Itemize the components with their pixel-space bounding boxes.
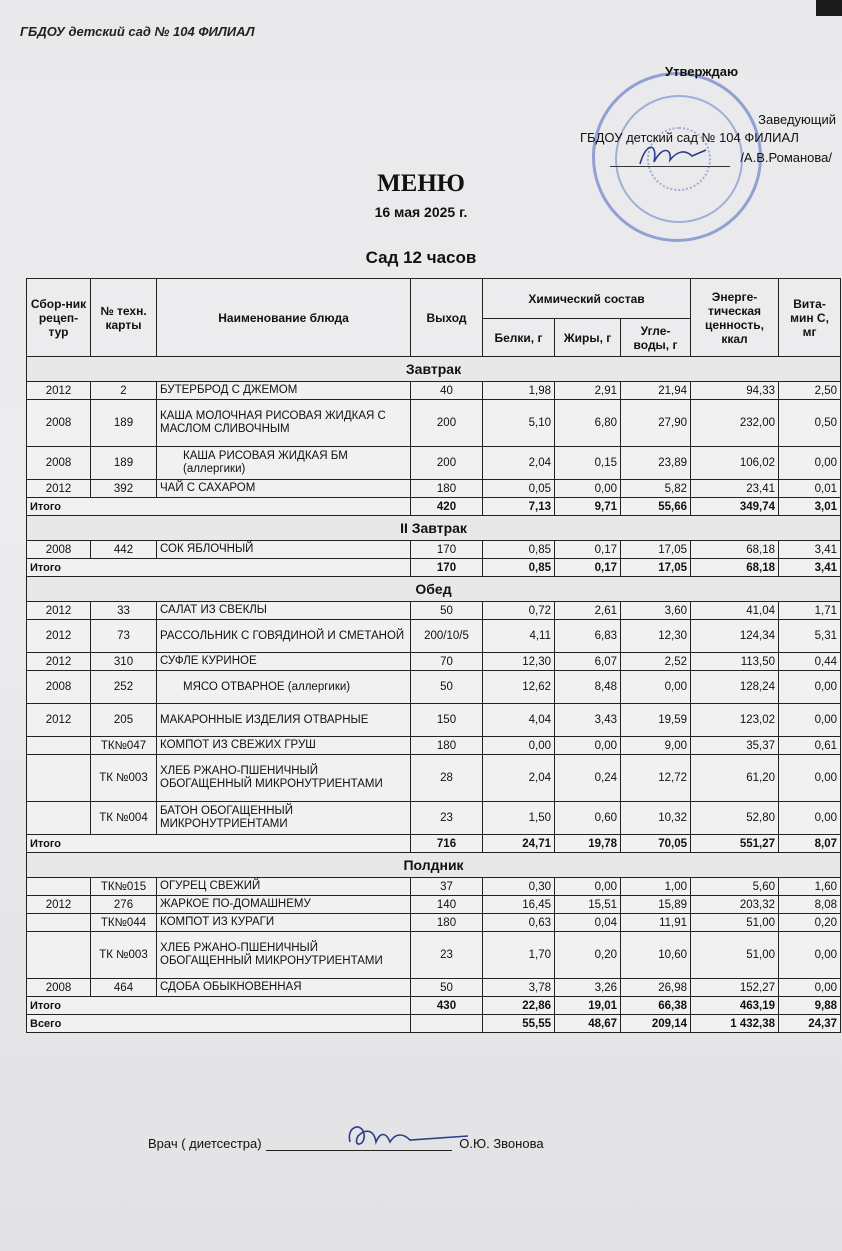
total-label: Итого xyxy=(27,997,411,1015)
protein-cell: 0,63 xyxy=(483,914,555,932)
table-row xyxy=(27,400,841,447)
protein-cell: 16,45 xyxy=(483,896,555,914)
dish-name-cell: МАКАРОННЫЕ ИЗДЕЛИЯ ОТВАРНЫЕ xyxy=(157,704,411,737)
collection-cell: 2008 xyxy=(27,541,91,559)
output-cell: 150 xyxy=(411,704,483,737)
output-cell: 200 xyxy=(411,400,483,447)
fat-cell: 6,83 xyxy=(555,620,621,653)
dish-name-cell: КОМПОТ ИЗ КУРАГИ xyxy=(157,914,411,932)
collection-cell: 2012 xyxy=(27,620,91,653)
vitamin-cell: 0,01 xyxy=(779,480,841,498)
vitamin-cell: 5,31 xyxy=(779,620,841,653)
protein-cell: 0,00 xyxy=(483,737,555,755)
section-title: Обед xyxy=(27,577,841,602)
carbs-cell: 12,30 xyxy=(621,620,691,653)
total-output xyxy=(411,1015,483,1033)
menu-table xyxy=(26,278,841,1033)
card-cell: 310 xyxy=(91,653,157,671)
protein-cell: 1,70 xyxy=(483,932,555,979)
table-row xyxy=(27,755,841,802)
table-row xyxy=(27,802,841,835)
protein-cell: 0,72 xyxy=(483,602,555,620)
card-cell: 189 xyxy=(91,447,157,480)
total-label: Итого xyxy=(27,498,411,516)
vitamin-cell: 0,00 xyxy=(779,979,841,997)
dish-name-cell: БУТЕРБРОД С ДЖЕМОМ xyxy=(157,382,411,400)
total-carbs: 70,05 xyxy=(621,835,691,853)
output-cell: 180 xyxy=(411,480,483,498)
output-cell: 170 xyxy=(411,541,483,559)
total-protein: 24,71 xyxy=(483,835,555,853)
dish-name-cell: САЛАТ ИЗ СВЕКЛЫ xyxy=(157,602,411,620)
energy-cell: 128,24 xyxy=(691,671,779,704)
collection-cell: 2012 xyxy=(27,653,91,671)
doctor-signature xyxy=(340,1118,480,1158)
collection-cell: 2008 xyxy=(27,671,91,704)
vitamin-cell: 0,00 xyxy=(779,704,841,737)
fat-cell: 0,04 xyxy=(555,914,621,932)
table-row xyxy=(27,541,841,559)
doctor-name: О.Ю. Звонова xyxy=(459,1136,544,1151)
total-energy: 551,27 xyxy=(691,835,779,853)
fat-cell: 0,60 xyxy=(555,802,621,835)
protein-cell: 2,04 xyxy=(483,755,555,802)
energy-cell: 35,37 xyxy=(691,737,779,755)
total-row xyxy=(27,835,841,853)
total-carbs: 55,66 xyxy=(621,498,691,516)
total-label: Итого xyxy=(27,835,411,853)
total-row xyxy=(27,498,841,516)
dish-name-cell: МЯСО ОТВАРНОЕ (аллергики) xyxy=(157,671,411,704)
energy-cell: 94,33 xyxy=(691,382,779,400)
menu-date: 16 мая 2025 г. xyxy=(374,204,468,220)
collection-cell: 2008 xyxy=(27,400,91,447)
total-label: Всего xyxy=(27,1015,411,1033)
total-carbs: 66,38 xyxy=(621,997,691,1015)
energy-cell: 203,32 xyxy=(691,896,779,914)
energy-cell: 124,34 xyxy=(691,620,779,653)
total-fat: 19,01 xyxy=(555,997,621,1015)
protein-cell: 0,30 xyxy=(483,878,555,896)
protein-cell: 4,11 xyxy=(483,620,555,653)
collection-cell xyxy=(27,802,91,835)
fat-cell: 0,00 xyxy=(555,737,621,755)
fat-cell: 0,20 xyxy=(555,932,621,979)
total-protein: 22,86 xyxy=(483,997,555,1015)
header-energy: Энерге-тическая ценность, ккал xyxy=(691,279,779,357)
photo-corner xyxy=(816,0,842,16)
total-energy: 68,18 xyxy=(691,559,779,577)
dish-name-cell: СУФЛЕ КУРИНОЕ xyxy=(157,653,411,671)
fat-cell: 6,80 xyxy=(555,400,621,447)
total-fat: 0,17 xyxy=(555,559,621,577)
table-row xyxy=(27,979,841,997)
table-row xyxy=(27,704,841,737)
fat-cell: 8,48 xyxy=(555,671,621,704)
fat-cell: 0,17 xyxy=(555,541,621,559)
collection-cell xyxy=(27,737,91,755)
energy-cell: 68,18 xyxy=(691,541,779,559)
energy-cell: 51,00 xyxy=(691,932,779,979)
section-title: Завтрак xyxy=(27,357,841,382)
total-energy: 463,19 xyxy=(691,997,779,1015)
vitamin-cell: 0,20 xyxy=(779,914,841,932)
output-cell: 50 xyxy=(411,979,483,997)
fat-cell: 0,00 xyxy=(555,480,621,498)
vitamin-cell: 0,50 xyxy=(779,400,841,447)
energy-cell: 152,27 xyxy=(691,979,779,997)
total-energy: 1 432,38 xyxy=(691,1015,779,1033)
doctor-label: Врач ( диетсестра) xyxy=(148,1136,262,1151)
header-card: № техн. карты xyxy=(91,279,157,357)
card-cell: 442 xyxy=(91,541,157,559)
carbs-cell: 1,00 xyxy=(621,878,691,896)
total-fat: 19,78 xyxy=(555,835,621,853)
carbs-cell: 10,60 xyxy=(621,932,691,979)
card-cell: ТК №003 xyxy=(91,932,157,979)
carbs-cell: 0,00 xyxy=(621,671,691,704)
vitamin-cell: 0,00 xyxy=(779,447,841,480)
energy-cell: 5,60 xyxy=(691,878,779,896)
dish-name-cell: СОК ЯБЛОЧНЫЙ xyxy=(157,541,411,559)
total-row xyxy=(27,559,841,577)
vitamin-cell: 1,60 xyxy=(779,878,841,896)
table-row xyxy=(27,480,841,498)
protein-cell: 2,04 xyxy=(483,447,555,480)
dish-name-cell: ХЛЕБ РЖАНО-ПШЕНИЧНЫЙ ОБОГАЩЕННЫЙ МИКРОНУТРИЕНТАМИ xyxy=(157,932,411,979)
vitamin-cell: 0,61 xyxy=(779,737,841,755)
vitamin-cell: 0,00 xyxy=(779,802,841,835)
energy-cell: 106,02 xyxy=(691,447,779,480)
collection-cell: 2008 xyxy=(27,979,91,997)
director-position: Заведующий xyxy=(758,112,836,127)
total-fat: 48,67 xyxy=(555,1015,621,1033)
table-row xyxy=(27,382,841,400)
output-cell: 50 xyxy=(411,602,483,620)
energy-cell: 51,00 xyxy=(691,914,779,932)
dish-name-cell: СДОБА ОБЫКНОВЕННАЯ xyxy=(157,979,411,997)
vitamin-cell: 3,41 xyxy=(779,541,841,559)
table-row xyxy=(27,671,841,704)
section-row xyxy=(27,853,841,878)
card-cell: ТК№047 xyxy=(91,737,157,755)
page-title: МЕНЮ xyxy=(377,170,465,197)
energy-cell: 52,80 xyxy=(691,802,779,835)
vitamin-cell: 0,44 xyxy=(779,653,841,671)
collection-cell xyxy=(27,914,91,932)
table-row xyxy=(27,896,841,914)
protein-cell: 1,98 xyxy=(483,382,555,400)
vitamin-cell: 0,00 xyxy=(779,755,841,802)
total-label: Итого xyxy=(27,559,411,577)
total-vitamin: 8,07 xyxy=(779,835,841,853)
protein-cell: 12,62 xyxy=(483,671,555,704)
card-cell: 464 xyxy=(91,979,157,997)
dish-name-cell: КАША МОЛОЧНАЯ РИСОВАЯ ЖИДКАЯ С МАСЛОМ СЛИВОЧНЫМ xyxy=(157,400,411,447)
card-cell: 276 xyxy=(91,896,157,914)
output-cell: 180 xyxy=(411,914,483,932)
protein-cell: 3,78 xyxy=(483,979,555,997)
fat-cell: 0,15 xyxy=(555,447,621,480)
protein-cell: 0,85 xyxy=(483,541,555,559)
protein-cell: 1,50 xyxy=(483,802,555,835)
carbs-cell: 9,00 xyxy=(621,737,691,755)
vitamin-cell: 2,50 xyxy=(779,382,841,400)
carbs-cell: 3,60 xyxy=(621,602,691,620)
collection-cell: 2012 xyxy=(27,704,91,737)
table-row xyxy=(27,932,841,979)
total-row xyxy=(27,997,841,1015)
collection-cell xyxy=(27,932,91,979)
energy-cell: 23,41 xyxy=(691,480,779,498)
dish-name-cell: РАССОЛЬНИК С ГОВЯДИНОЙ И СМЕТАНОЙ xyxy=(157,620,411,653)
header-protein: Белки, г xyxy=(483,319,555,357)
protein-cell: 5,10 xyxy=(483,400,555,447)
total-protein: 0,85 xyxy=(483,559,555,577)
card-cell: ТК №004 xyxy=(91,802,157,835)
institution-name: ГБДОУ детский сад № 104 ФИЛИАЛ xyxy=(580,130,799,145)
grand-total-row xyxy=(27,1015,841,1033)
total-vitamin: 3,41 xyxy=(779,559,841,577)
fat-cell: 6,07 xyxy=(555,653,621,671)
header-vitamin: Вита-мин С, мг xyxy=(779,279,841,357)
dish-name-cell: КОМПОТ ИЗ СВЕЖИХ ГРУШ xyxy=(157,737,411,755)
carbs-cell: 5,82 xyxy=(621,480,691,498)
carbs-cell: 19,59 xyxy=(621,704,691,737)
output-cell: 70 xyxy=(411,653,483,671)
approve-label: Утверждаю xyxy=(665,64,739,79)
total-output: 420 xyxy=(411,498,483,516)
fat-cell: 3,26 xyxy=(555,979,621,997)
total-output: 430 xyxy=(411,997,483,1015)
dish-name-cell: ОГУРЕЦ СВЕЖИЙ xyxy=(157,878,411,896)
total-vitamin: 3,01 xyxy=(779,498,841,516)
card-cell: 73 xyxy=(91,620,157,653)
section-row xyxy=(27,357,841,382)
total-energy: 349,74 xyxy=(691,498,779,516)
total-carbs: 17,05 xyxy=(621,559,691,577)
output-cell: 23 xyxy=(411,802,483,835)
energy-cell: 113,50 xyxy=(691,653,779,671)
table-row xyxy=(27,602,841,620)
carbs-cell: 27,90 xyxy=(621,400,691,447)
card-cell: ТК №003 xyxy=(91,755,157,802)
fat-cell: 15,51 xyxy=(555,896,621,914)
vitamin-cell: 1,71 xyxy=(779,602,841,620)
carbs-cell: 2,52 xyxy=(621,653,691,671)
carbs-cell: 26,98 xyxy=(621,979,691,997)
output-cell: 23 xyxy=(411,932,483,979)
total-fat: 9,71 xyxy=(555,498,621,516)
total-protein: 7,13 xyxy=(483,498,555,516)
protein-cell: 12,30 xyxy=(483,653,555,671)
collection-cell: 2012 xyxy=(27,382,91,400)
card-cell: 252 xyxy=(91,671,157,704)
carbs-cell: 10,32 xyxy=(621,802,691,835)
dish-name-cell: ХЛЕБ РЖАНО-ПШЕНИЧНЫЙ ОБОГАЩЕННЫЙ МИКРОНУТРИЕНТАМИ xyxy=(157,755,411,802)
header-fat: Жиры, г xyxy=(555,319,621,357)
dish-name-cell: ЖАРКОЕ ПО-ДОМАШНЕМУ xyxy=(157,896,411,914)
energy-cell: 61,20 xyxy=(691,755,779,802)
collection-cell: 2008 xyxy=(27,447,91,480)
table-row xyxy=(27,653,841,671)
table-row xyxy=(27,914,841,932)
fat-cell: 3,43 xyxy=(555,704,621,737)
table-row xyxy=(27,737,841,755)
dish-name-cell: ЧАЙ С САХАРОМ xyxy=(157,480,411,498)
collection-cell: 2012 xyxy=(27,896,91,914)
output-cell: 40 xyxy=(411,382,483,400)
protein-cell: 0,05 xyxy=(483,480,555,498)
protein-cell: 4,04 xyxy=(483,704,555,737)
total-vitamin: 24,37 xyxy=(779,1015,841,1033)
collection-cell xyxy=(27,755,91,802)
carbs-cell: 17,05 xyxy=(621,541,691,559)
header-chemical: Химический состав xyxy=(483,279,691,319)
energy-cell: 232,00 xyxy=(691,400,779,447)
total-output: 170 xyxy=(411,559,483,577)
section-row xyxy=(27,516,841,541)
output-cell: 140 xyxy=(411,896,483,914)
card-cell: 2 xyxy=(91,382,157,400)
vitamin-cell: 0,00 xyxy=(779,671,841,704)
table-row xyxy=(27,878,841,896)
director-name: /А.В.Романова/ xyxy=(740,150,832,165)
dish-name-cell: КАША РИСОВАЯ ЖИДКАЯ БМ (аллергики) xyxy=(157,447,411,480)
fat-cell: 2,61 xyxy=(555,602,621,620)
collection-cell: 2012 xyxy=(27,602,91,620)
output-cell: 200 xyxy=(411,447,483,480)
output-cell: 28 xyxy=(411,755,483,802)
fat-cell: 2,91 xyxy=(555,382,621,400)
output-cell: 37 xyxy=(411,878,483,896)
vitamin-cell: 0,00 xyxy=(779,932,841,979)
card-cell: 189 xyxy=(91,400,157,447)
card-cell: ТК№044 xyxy=(91,914,157,932)
vitamin-cell: 8,08 xyxy=(779,896,841,914)
output-cell: 180 xyxy=(411,737,483,755)
organization-name: ГБДОУ детский сад № 104 ФИЛИАЛ xyxy=(20,24,255,39)
dish-name-cell: БАТОН ОБОГАЩЕННЫЙ МИКРОНУТРИЕНТАМИ xyxy=(157,802,411,835)
total-vitamin: 9,88 xyxy=(779,997,841,1015)
total-protein: 55,55 xyxy=(483,1015,555,1033)
menu-subtitle: Сад 12 часов xyxy=(365,248,477,267)
energy-cell: 123,02 xyxy=(691,704,779,737)
table-row xyxy=(27,620,841,653)
fat-cell: 0,24 xyxy=(555,755,621,802)
table-row xyxy=(27,447,841,480)
carbs-cell: 15,89 xyxy=(621,896,691,914)
header-dish-name: Наименование блюда xyxy=(157,279,411,357)
carbs-cell: 23,89 xyxy=(621,447,691,480)
carbs-cell: 21,94 xyxy=(621,382,691,400)
output-cell: 50 xyxy=(411,671,483,704)
total-output: 716 xyxy=(411,835,483,853)
card-cell: 205 xyxy=(91,704,157,737)
section-title: II Завтрак xyxy=(27,516,841,541)
total-carbs: 209,14 xyxy=(621,1015,691,1033)
card-cell: 33 xyxy=(91,602,157,620)
card-cell: ТК№015 xyxy=(91,878,157,896)
carbs-cell: 12,72 xyxy=(621,755,691,802)
header-collection: Сбор-ник рецеп-тур xyxy=(27,279,91,357)
carbs-cell: 11,91 xyxy=(621,914,691,932)
collection-cell xyxy=(27,878,91,896)
header-carbs: Угле-воды, г xyxy=(621,319,691,357)
section-title: Полдник xyxy=(27,853,841,878)
collection-cell: 2012 xyxy=(27,480,91,498)
header-output: Выход xyxy=(411,279,483,357)
fat-cell: 0,00 xyxy=(555,878,621,896)
energy-cell: 41,04 xyxy=(691,602,779,620)
output-cell: 200/10/5 xyxy=(411,620,483,653)
card-cell: 392 xyxy=(91,480,157,498)
section-row xyxy=(27,577,841,602)
